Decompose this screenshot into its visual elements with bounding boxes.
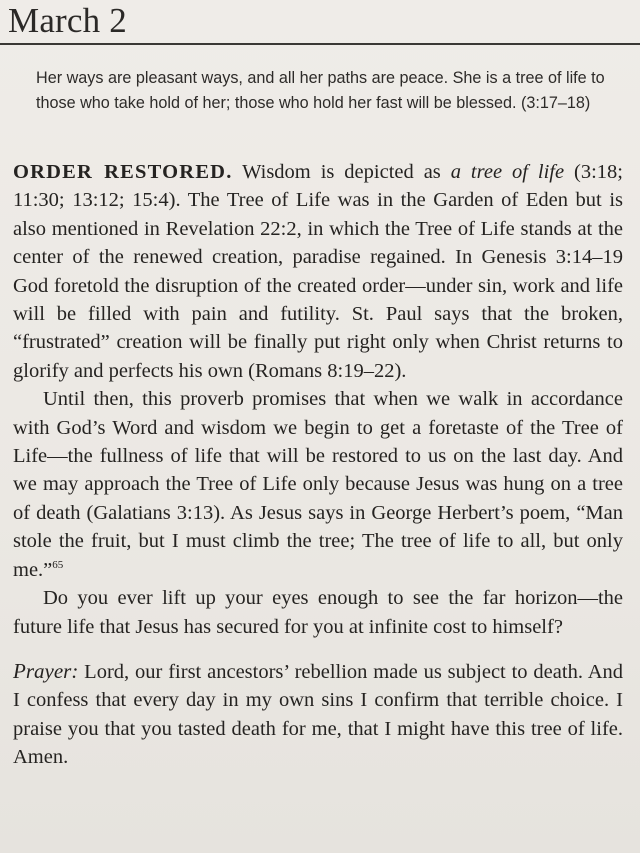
header-rule <box>0 43 640 45</box>
scripture-verse: Her ways are pleasant ways, and all her paths are peace. She is a tree of life to those who take hold of her; those who hold her fast will be blessed. (3:17–18) <box>36 69 605 112</box>
prayer-label: Prayer: <box>13 658 79 683</box>
paragraph-1-italic: a tree of life <box>450 161 565 183</box>
prayer-paragraph <box>13 657 623 772</box>
paragraph-2-text: Until then, this proverb promises that when we walk in accordance with God’s Word and wisdom we begin to get a foretaste of the Tree of Life—the fullness of life that will be restored to us on the last day. And we may approach the Tree of Life only because Jesus was hung on a tree of death (Galatians 3:13). As Jesus says in George Herbert’s poem, “Man stole the fruit, but I must climb the tree; The tree of life to all, but only me.” <box>13 388 623 581</box>
paragraph-1-intro: Wisdom is depicted as <box>232 161 451 183</box>
paragraph-1 <box>13 158 623 385</box>
paragraph-2 <box>13 385 623 584</box>
paragraph-3: Do you ever lift up your eyes enough to see the far horizon—the future life that Jesus has secured for you at infinite cost to himself? <box>13 587 623 638</box>
section-heading: ORDER RESTORED. <box>13 161 233 183</box>
devotion-body <box>13 158 623 772</box>
page-date-title: March 2 <box>8 1 127 40</box>
footnote-marker: 65 <box>52 558 64 571</box>
prayer-text: Lord, our first ancestors’ rebellion made us subject to death. And I confess that every day in my own sins I confirm that terrible choice. I praise you that you tasted death for me, that I might have this tree of life. Amen. <box>13 660 623 769</box>
paragraph-1-rest: (3:18; 11:30; 13:12; 15:4). The Tree of Life was in the Garden of Eden but is also mentioned in Revelation 22:2, in which the Tree of Life stands at the center of the renewed creation, paradise regained. In Genesis 3:14–19 God foretold the disruption of the created order—under sin, work and life will be filled with pain and futility. St. Paul says that the broken, “frustrated” creation will be finally put right only when Christ returns to glorify and perfects his own (Romans 8:19–22). <box>13 161 623 382</box>
page-header <box>0 0 640 50</box>
